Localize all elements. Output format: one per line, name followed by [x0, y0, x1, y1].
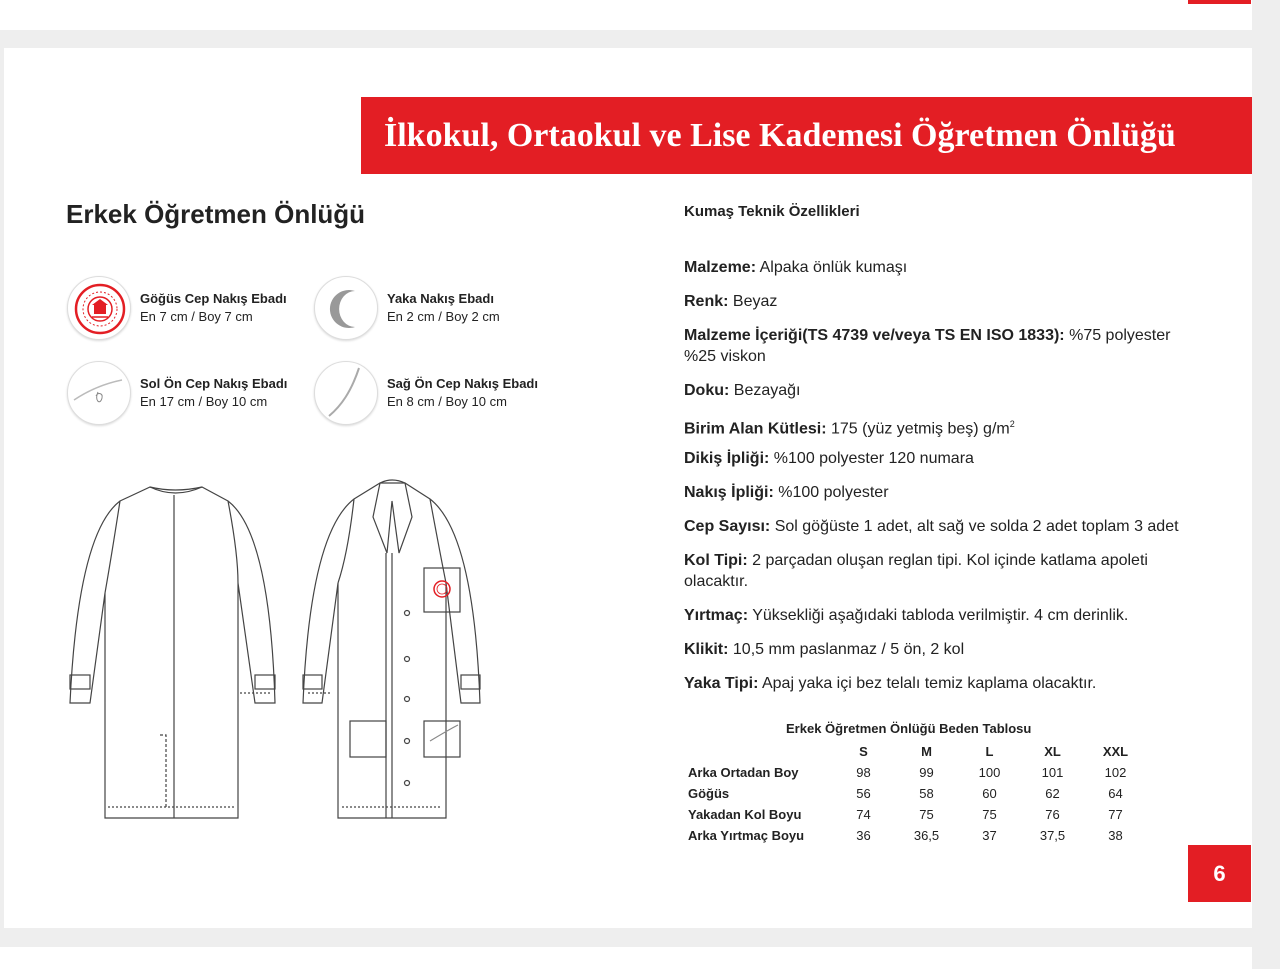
spec-value: Bezayağı [729, 382, 801, 399]
table-cell: 37 [982, 828, 997, 843]
spec-item [684, 516, 1204, 537]
spec-label: Malzeme: [684, 259, 757, 276]
table-cell: 36,5 [913, 828, 940, 843]
table-cell: 58 [919, 786, 934, 801]
embroidery-title: Yaka Nakış Ebadı [387, 291, 494, 306]
table-cell: 56 [856, 786, 871, 801]
table-cell: 60 [982, 786, 997, 801]
spec-item [684, 257, 1204, 278]
embroidery-item [314, 361, 554, 427]
row-label: Yakadan Kol Boyu [688, 807, 802, 822]
embroidery-title: Göğüs Cep Nakış Ebadı [140, 291, 287, 306]
table-row [688, 804, 1147, 825]
garment-front-view [303, 480, 480, 818]
garment-back-view [70, 487, 275, 818]
row-label: Arka Yırtmaç Boyu [688, 828, 805, 843]
spec-label: Yaka Tipi: [684, 675, 759, 692]
table-cell: 99 [919, 765, 934, 780]
spec-value: Yüksekliği aşağıdaki tabloda verilmiştir. 4 cm derinlik. [748, 607, 1129, 624]
spec-value: 175 (yüz yetmiş beş) g/m [826, 420, 1010, 438]
spec-item [684, 414, 1204, 439]
embroidery-dims: En 2 cm / Boy 2 cm [387, 309, 500, 324]
size-table [688, 741, 1147, 846]
table-cell: 100 [978, 765, 1001, 780]
column-header: M [921, 744, 932, 759]
embroidery-dims: En 17 cm / Boy 10 cm [140, 394, 268, 409]
spec-item [684, 291, 1204, 312]
next-page-edge [0, 947, 1252, 969]
table-cell: 77 [1108, 807, 1123, 822]
spec-label: Nakış İpliği: [684, 484, 774, 501]
column-header: S [859, 744, 868, 759]
spec-value: %75 polyester %25 viskon [684, 327, 1171, 365]
section-title: Erkek Öğretmen Önlüğü [66, 199, 366, 229]
spec-label: Doku: [684, 382, 730, 399]
previous-page-edge [0, 0, 1252, 30]
embroidery-title: Sağ Ön Cep Nakış Ebadı [387, 376, 538, 391]
garment-technical-drawing [60, 473, 530, 823]
table-cell: 101 [1041, 765, 1064, 780]
embroidery-item [67, 361, 307, 427]
embroidery-item [314, 276, 554, 342]
spec-label: Yırtmaç: [684, 607, 749, 624]
spec-label: Malzeme İçeriği(TS 4739 ve/veya TS EN ISO 1833): [684, 327, 1065, 344]
size-table-title: Erkek Öğretmen Önlüğü Beden Tablosu [786, 721, 1032, 736]
spec-label: Birim Alan Kütlesi: [684, 420, 827, 438]
table-row [688, 762, 1147, 783]
spec-value: Alpaka önlük kumaşı [756, 259, 908, 276]
embroidery-item [67, 276, 307, 342]
spec-item [684, 448, 1204, 469]
spec-label: Kol Tipi: [684, 552, 748, 569]
table-cell: 74 [856, 807, 871, 822]
crescent-icon [314, 276, 378, 340]
spec-value: %100 polyester 120 numara [769, 450, 974, 467]
page-banner [361, 97, 1252, 174]
table-cell: 38 [1108, 828, 1123, 843]
spec-label: Klikit: [684, 641, 729, 658]
spec-item [684, 380, 1204, 401]
spec-item [684, 673, 1204, 694]
spec-label: Cep Sayısı: [684, 518, 771, 535]
spec-item [684, 605, 1204, 626]
spec-value: Sol göğüste 1 adet, alt sağ ve solda 2 adet toplam 3 adet [770, 518, 1179, 535]
embroidery-dims: En 8 cm / Boy 10 cm [387, 394, 507, 409]
banner-title: İlkokul, Ortaokul ve Lise Kademesi Öğretmen Önlüğü [384, 117, 1176, 154]
table-cell: 37,5 [1039, 828, 1066, 843]
previous-page-accent [1188, 0, 1251, 4]
spec-value: Apaj yaka içi bez telalı temiz kaplama olacaktır. [758, 675, 1097, 692]
spec-value: 10,5 mm paslanmaz / 5 ön, 2 kol [728, 641, 965, 658]
table-cell: 102 [1104, 765, 1127, 780]
spec-label: Dikiş İpliği: [684, 450, 770, 467]
embroidery-dims: En 7 cm / Boy 7 cm [140, 309, 253, 324]
table-cell: 62 [1045, 786, 1060, 801]
spec-item [684, 325, 1204, 367]
table-row [688, 783, 1147, 804]
spec-value: 2 parçadan oluşan reglan tipi. Kol içinde katlama apoleti olacaktır. [684, 552, 1148, 590]
table-row [688, 825, 1147, 846]
table-corner [688, 741, 832, 762]
table-cell: 64 [1108, 786, 1123, 801]
pocket-stitch-icon [67, 361, 131, 425]
table-cell: 36 [856, 828, 871, 843]
spec-unit-superscript: 2 [1009, 419, 1015, 429]
column-header: L [985, 744, 994, 759]
table-cell: 75 [982, 807, 997, 822]
spec-item [684, 482, 1204, 503]
page-number: 6 [1188, 845, 1251, 902]
meb-logo-icon [67, 276, 131, 340]
spec-value: Beyaz [728, 293, 778, 310]
table-cell: 98 [856, 765, 871, 780]
document-page [4, 48, 1252, 928]
pocket-stitch-icon [314, 361, 378, 425]
embroidery-title: Sol Ön Cep Nakış Ebadı [140, 376, 288, 391]
spec-label: Renk: [684, 293, 729, 310]
column-header: XL [1044, 744, 1061, 759]
column-header: XXL [1102, 744, 1129, 759]
row-label: Göğüs [688, 786, 730, 801]
spec-value: %100 polyester [773, 484, 889, 501]
row-label: Arka Ortadan Boy [688, 765, 799, 780]
table-cell: 76 [1045, 807, 1060, 822]
table-cell: 75 [919, 807, 934, 822]
spec-heading: Kumaş Teknik Özellikleri [684, 203, 860, 220]
table-header-row [688, 741, 1147, 762]
spec-item [684, 639, 1204, 660]
spec-item [684, 550, 1174, 592]
